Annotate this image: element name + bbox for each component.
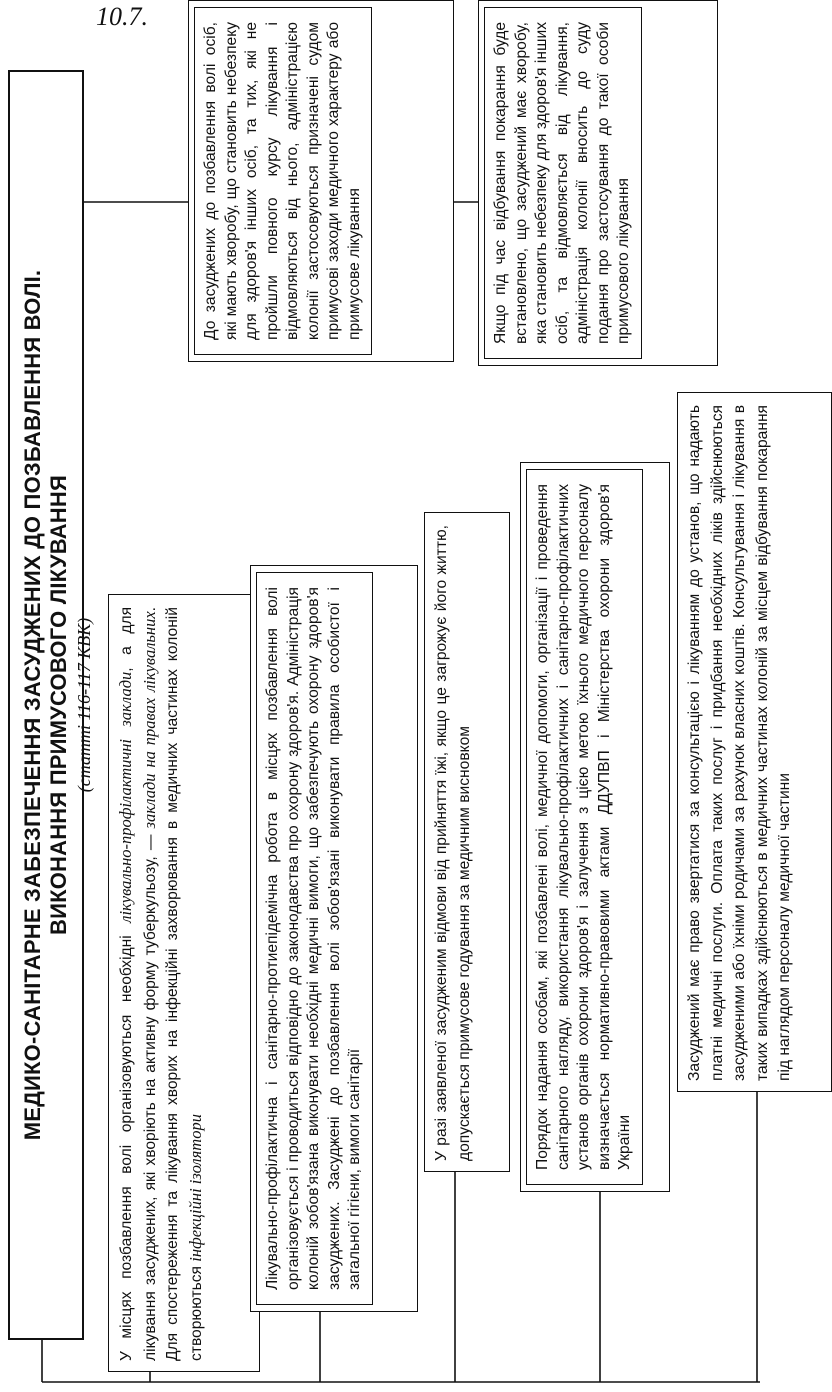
box-court-submission [478,0,718,366]
main-title-box [8,70,94,1340]
title-articles: (статті 116-117 КВК) [74,617,94,793]
main-title-line-2: ВИКОНАННЯ ПРИМУСОВОГО ЛІКУВАННЯ [46,475,71,936]
main-title-line-1: МЕДИКО-САНІТАРНЕ ЗАБЕЗПЕЧЕННЯ ЗАСУДЖЕНИХ ДО ПОЗБАВЛЕННЯ ВОЛІ. [20,269,45,1141]
page-number: 10.7. [96,2,148,31]
seg-4: заклади на правах лікувальних [139,611,159,829]
box-paid-services-text: Засуджений має право звертатися за консультацією і лікуванням до установ, що надають платні медичні послуги. Оплата таких послуг і придбання необхідних ліків здійснюються засудженими або їхніми родичами за рахунок власних коштів. Консультування і лікування в таких випадках здійснюються в медичних частинах колоній за місцем відбування покарання під наглядом персоналу медичної частини [686,405,793,1081]
box-medical-institutions-text [115,607,208,1361]
box-compulsory-measures-text: До засуджених до позбавлення волі осіб, які мають хворобу, що становить небезпеку для здоров'я інших осіб, та тих, які не пройшли повного курсу лікування і відмовляються від нього, адміністрацією колонії застосовуються призначені судом примусові заходи медичного характеру або примусове лікування [194,7,372,355]
box-court-submission-text: Якщо під час відбування покарання буде встановлено, що засуджений має хворобу, яка становить небезпеку для здоров'я інших осіб, та відмовляється від лікування, адміністрація колонії вносить до суду подання про застосування до такої особи примусового лікування [484,7,642,359]
seg-5: . Для спостереження та лікування хворих на інфекційні захворювання в медичних частинах колоній створюються [141,606,205,1361]
seg-2: лікувально-профілактичні заклади [116,671,135,923]
box-procedure [520,462,670,1192]
seg-6: інфекційні ізолятори [185,1114,205,1262]
box-paid-services [677,392,832,1092]
box-sanitary-work-text: Лікувально-профілактична і санітарно-протиепідемічна робота в місцях позбавлення волі організовується і проводиться відповідно до законодавства про охорону здоров'я. Адміністрація колоній зобов'язана виконувати необхідні медичні вимоги, що забезпечують охорону здоров'я засуджених. Засуджені до позбавлення волі зобов'язані виконувати правила особистої і загальної гігієни, вимоги санітарії [256,572,373,1305]
seg-1: У місцях позбавлення волі організовуються необхідні [118,922,135,1361]
box-forced-feeding [424,512,510,1172]
seg-3: , а для лікування засуджених, які хворіють на активну форму туберкульозу, — [118,606,159,1361]
box-forced-feeding-text: У разі заявленої засудженим відмови від прийняття їжі, якщо це загрожує його життю, допускається примусове годування за медичним висновком [433,525,473,1161]
box-medical-institutions [108,594,260,1372]
box-procedure-text: Порядок надання особам, які позбавлені волі, медичної допомоги, організації і проведення санітарного нагляду, використання лікувально-профілактичних і санітарно-профілактичних установ органів охорони здоров'я і залучення з цією метою їхнього медичного персоналу визначається нормативно-правовими актами ДДУПВП і Міністерства охорони здоров'я України [526,469,643,1185]
box-compulsory-measures [188,0,454,362]
box-sanitary-work [250,565,418,1312]
